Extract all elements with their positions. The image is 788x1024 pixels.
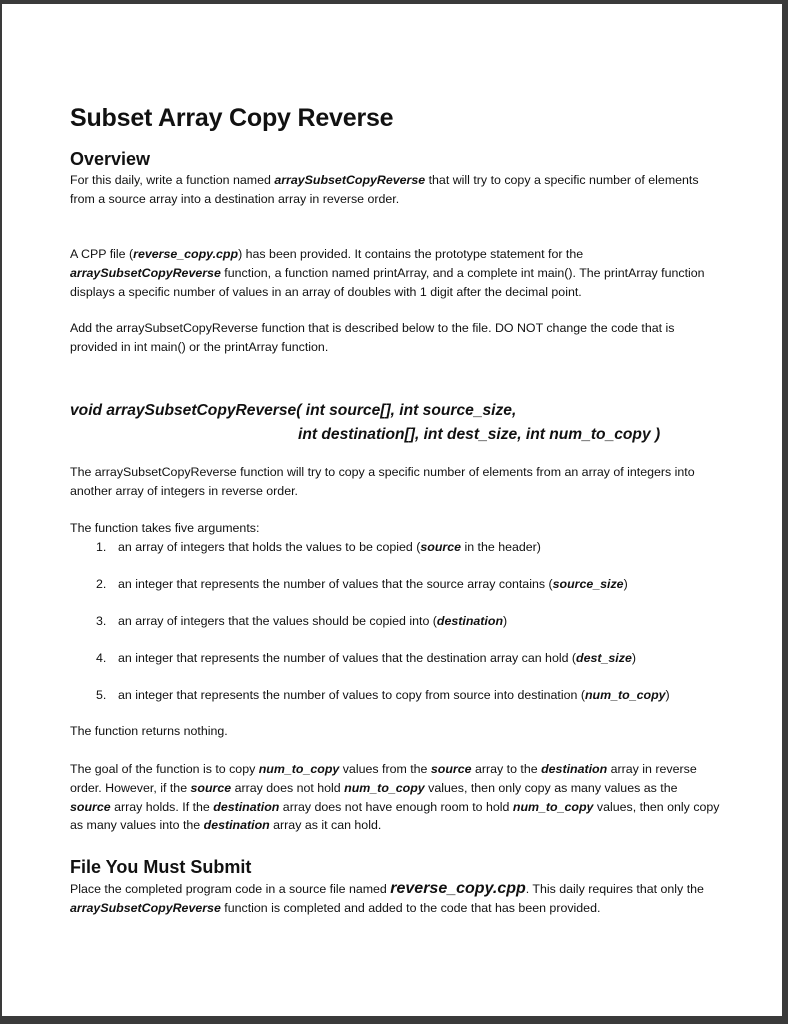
overview-paragraph-2 <box>70 245 720 301</box>
argument-text: an integer that represents the number of values that the source array contains ( <box>118 576 553 591</box>
argument-number: 4. <box>96 650 107 665</box>
file-name: reverse_copy.cpp <box>390 880 526 897</box>
text-run: function, a function named printArray, and a complete int main(). The printArray function displays a specific number of values in an array of doubles with 1 digit after the decimal point. <box>70 265 705 299</box>
argument-item <box>70 612 720 631</box>
text-run: array does not hold <box>231 780 345 795</box>
argument-text-end: ) <box>631 650 636 665</box>
argument-term: source <box>420 540 462 554</box>
argument-number: 3. <box>96 613 107 628</box>
term: destination <box>203 818 270 833</box>
signature-line-2: int destination[], int dest_size, int num_to_copy ) <box>298 426 661 443</box>
text-run: that will try to copy a specific number of elements from a source array into a destination array in reverse order. <box>70 173 699 206</box>
term: destination <box>213 799 280 814</box>
signature-line-1: void arraySubsetCopyReverse( int source[], int source_size, <box>70 402 517 419</box>
argument-item <box>70 538 720 557</box>
submit-paragraph <box>70 880 720 918</box>
text-run: For this daily, write a function named <box>70 173 275 187</box>
argument-item <box>70 649 720 668</box>
argument-term: source_size <box>552 576 624 591</box>
page-title: Subset Array Copy Reverse <box>70 104 394 132</box>
arguments-intro: The function takes five arguments: <box>70 521 260 535</box>
term: source <box>190 780 232 795</box>
term: num_to_copy <box>344 780 425 795</box>
function-name: arraySubsetCopyReverse <box>70 900 221 915</box>
argument-text-end: ) <box>623 576 628 591</box>
argument-item <box>70 575 720 594</box>
text-run: values, then only copy as many values as the <box>424 780 678 795</box>
argument-text: an integer that represents the number of values to copy from source into destination ( <box>118 687 585 702</box>
returns-paragraph: The function returns nothing. <box>70 724 228 738</box>
function-name: arraySubsetCopyReverse <box>274 173 426 187</box>
document-page <box>2 4 782 1016</box>
argument-text-end: in the header) <box>461 540 541 554</box>
argument-text: an array of integers that holds the values to be copied ( <box>118 540 421 554</box>
text-run: . This daily requires that only the <box>525 882 704 896</box>
term: num_to_copy <box>512 799 594 814</box>
text-run: array in reverse order. However, if the <box>70 762 697 795</box>
overview-paragraph-3: Add the arraySubsetCopyReverse function that is described below to the file. DO NOT change the code that is provided in int main() or the printArray function. <box>70 321 675 354</box>
argument-text-end: ) <box>503 613 508 628</box>
argument-term: num_to_copy <box>584 687 666 702</box>
text-run: A CPP file ( <box>70 247 134 261</box>
argument-number: 5. <box>96 687 107 702</box>
overview-heading: Overview <box>70 149 151 169</box>
function-signature <box>70 399 720 447</box>
text-run: function is completed and added to the code that has been provided. <box>220 900 601 915</box>
function-name: arraySubsetCopyReverse <box>70 265 221 280</box>
argument-number: 1. <box>96 540 107 554</box>
term: source <box>430 762 472 776</box>
argument-text: an array of integers that the values should be copied into ( <box>118 613 437 628</box>
text-run: Place the completed program code in a source file named <box>70 882 391 896</box>
argument-term: dest_size <box>576 650 632 665</box>
text-run: array to the <box>471 762 542 776</box>
argument-text-end: ) <box>665 687 670 702</box>
file-name: reverse_copy.cpp <box>133 247 239 261</box>
description-paragraph: The arraySubsetCopyReverse function will try to copy a specific number of elements from an array of integers into another array of integers in reverse order. <box>70 465 695 498</box>
text-run: array holds. If the <box>110 799 214 814</box>
text-run: ) has been provided. It contains the prototype statement for the <box>238 247 584 261</box>
argument-item <box>70 686 720 705</box>
term: destination <box>541 762 608 776</box>
overview-paragraph-1 <box>70 171 720 209</box>
argument-text: an integer that represents the number of values that the destination array can hold ( <box>118 650 577 665</box>
text-run: values from the <box>339 762 431 776</box>
text-run: array does not have enough room to hold <box>279 799 513 814</box>
term: source <box>70 799 111 814</box>
submit-heading: File You Must Submit <box>70 857 252 877</box>
argument-term: destination <box>436 613 504 628</box>
text-run: The goal of the function is to copy <box>70 762 259 776</box>
text-run: array as it can hold. <box>269 818 382 833</box>
text-run: values, then only copy as many values into the <box>70 799 720 833</box>
argument-number: 2. <box>96 576 107 591</box>
goal-paragraph <box>70 760 720 835</box>
arguments-list <box>70 538 720 705</box>
term: num_to_copy <box>258 762 340 776</box>
